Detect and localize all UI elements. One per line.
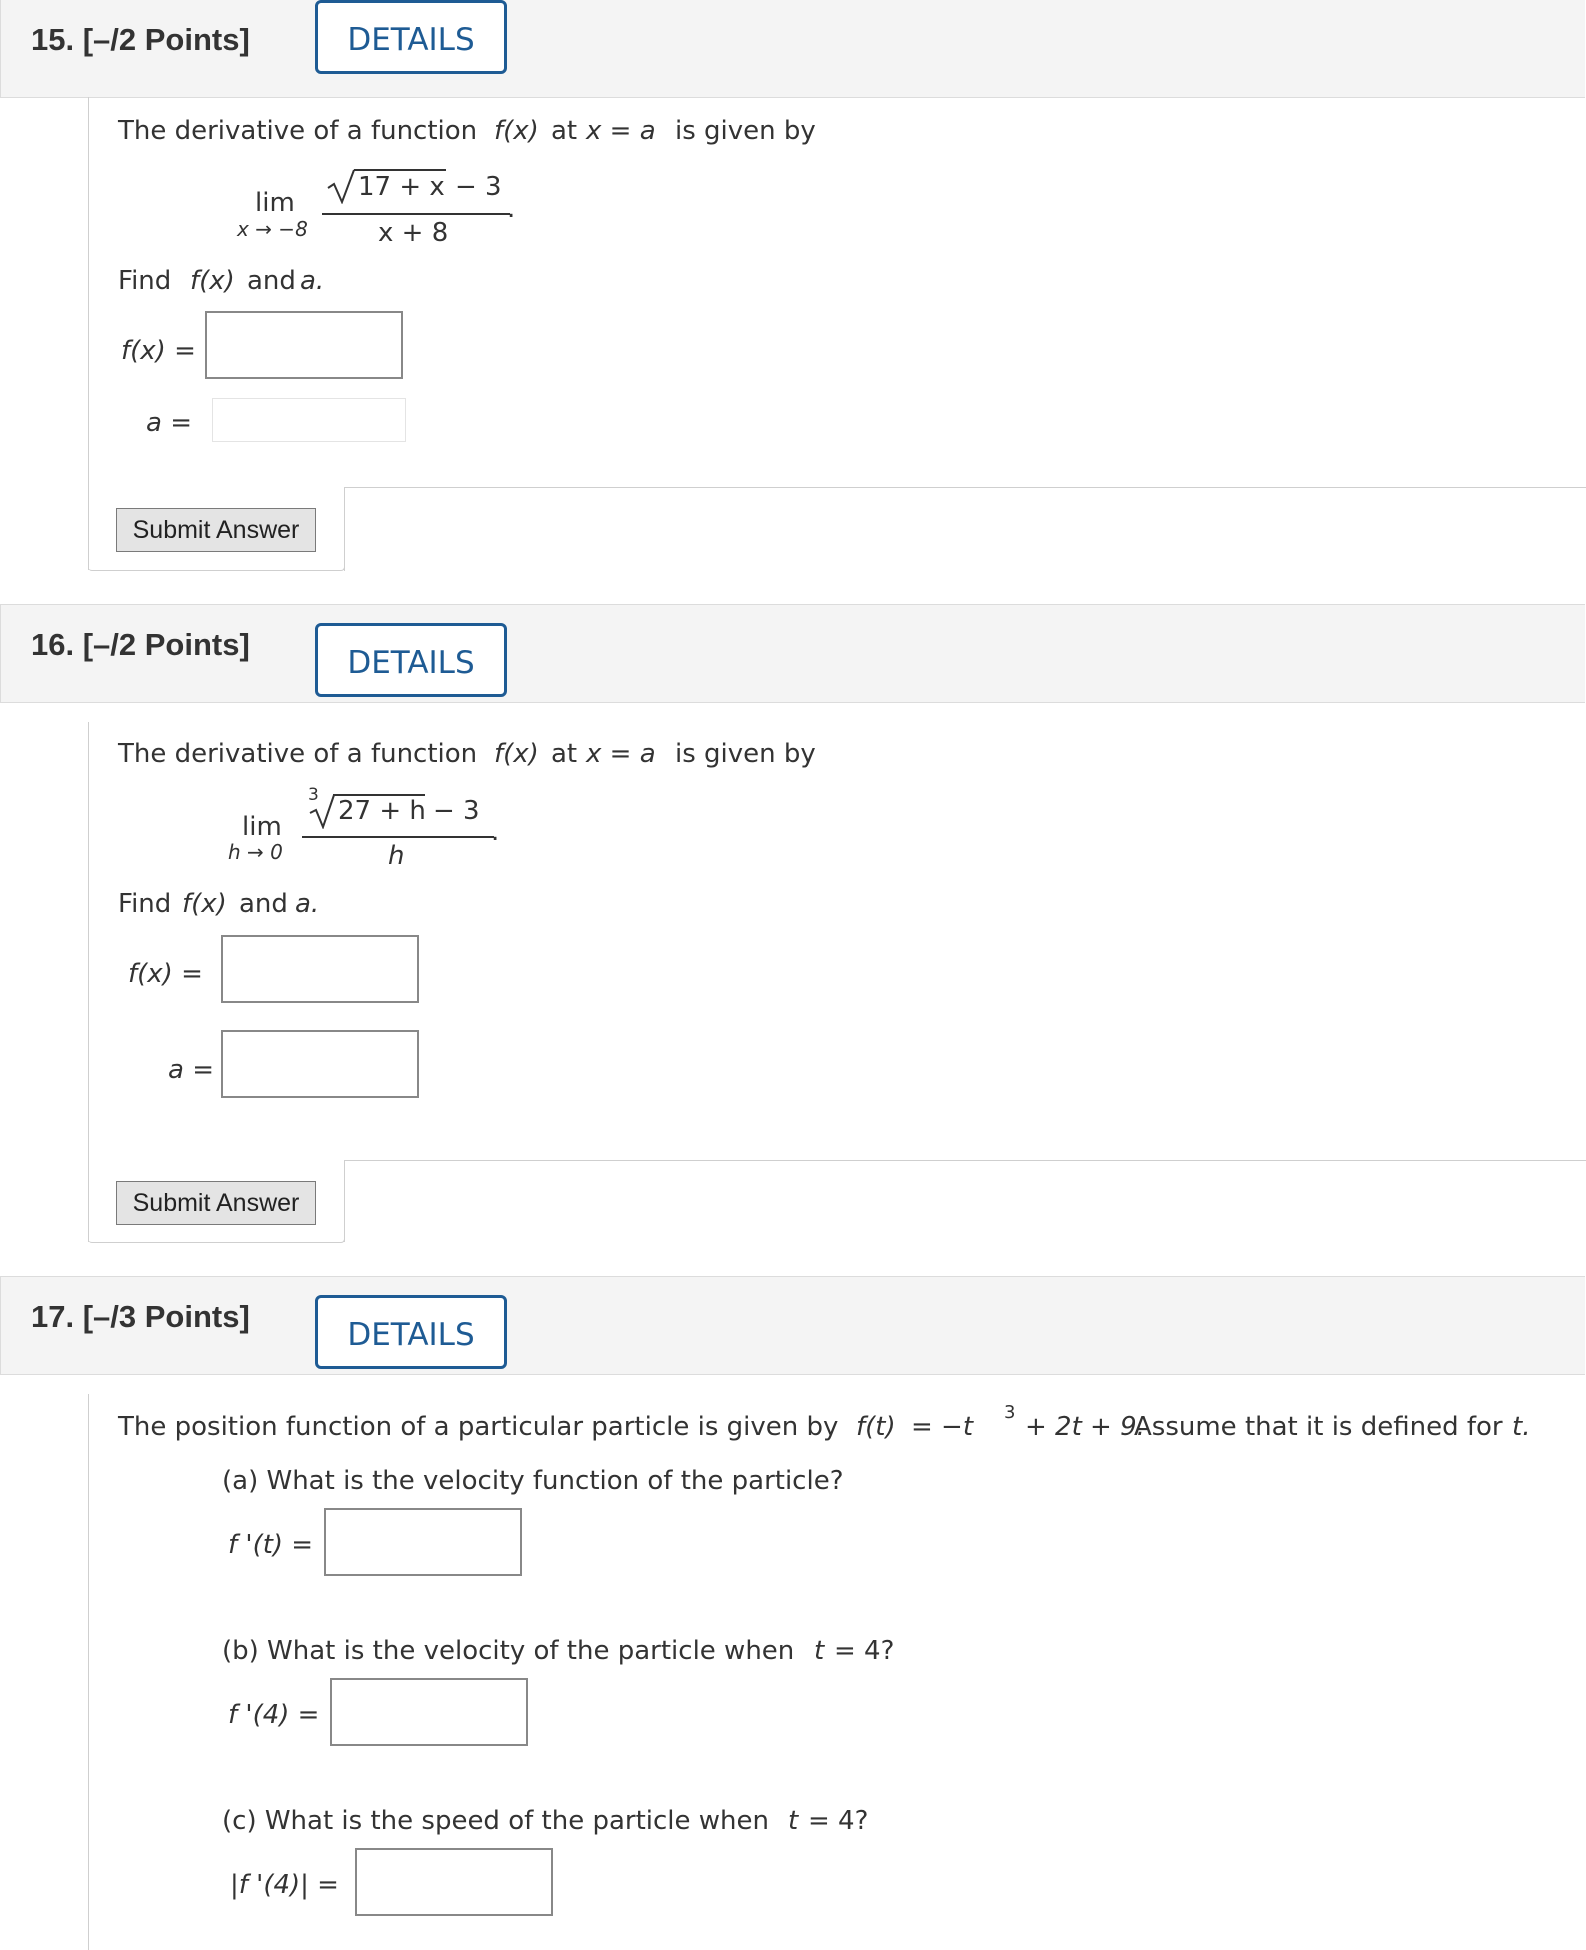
q17-intro-tail: Assume that it is defined for xyxy=(1134,1412,1503,1442)
q16-find-prefix: Find xyxy=(118,889,172,919)
q15-sqrt-icon xyxy=(326,168,356,204)
q15-a-input[interactable] xyxy=(212,398,406,442)
q15-intro-eq: x = a xyxy=(586,116,656,146)
q17-intro-text: The position function of a particular particle is given by xyxy=(118,1412,839,1442)
q17-velocity-function-input[interactable] xyxy=(324,1508,522,1576)
q16-lim: lim xyxy=(242,812,282,842)
q17-part-b-prefix: (b) What is the velocity of the particle when xyxy=(222,1636,795,1666)
q17-part-b-label: f '(4) = xyxy=(228,1700,320,1730)
q15-body-left-rule xyxy=(88,97,89,488)
q16-intro-given: is given by xyxy=(675,739,816,769)
q16-num-radicand: 27 + h xyxy=(338,796,426,826)
q17-intro-eq: = −t xyxy=(911,1412,974,1442)
q16-title: 16. [–/2 Points] xyxy=(31,627,250,662)
q15-num-rest: − 3 xyxy=(455,172,502,202)
q15-find-prefix: Find xyxy=(118,266,172,296)
q17-part-a-text: (a) What is the velocity function of the particle? xyxy=(222,1466,844,1496)
q16-details-button[interactable]: DETAILS xyxy=(315,623,507,697)
q16-root-index: 3 xyxy=(308,785,319,805)
q15-find-a: a. xyxy=(300,266,325,296)
q16-find-and: and xyxy=(239,889,288,919)
q15-header xyxy=(0,0,1585,98)
q15-intro-at: at xyxy=(551,116,578,146)
q17-intro-rest: + 2t + 9. xyxy=(1025,1412,1145,1442)
q16-cube-root-icon xyxy=(306,793,338,829)
q16-intro-text: The derivative of a function xyxy=(118,739,478,769)
q15-denominator: x + 8 xyxy=(378,218,449,248)
q17-part-b-t: t xyxy=(814,1636,825,1666)
q16-submit-button[interactable]: Submit Answer xyxy=(116,1181,316,1225)
q16-find-fx: f(x) xyxy=(182,889,227,919)
q16-fx-input[interactable] xyxy=(221,935,419,1003)
q16-num-rest: − 3 xyxy=(433,796,480,826)
q17-body-left-rule xyxy=(88,1394,89,1950)
q17-part-c-t: t xyxy=(788,1806,799,1836)
q16-intro-fx: f(x) xyxy=(494,739,539,769)
q15-find-fx: f(x) xyxy=(190,266,235,296)
q15-sqrt-bar xyxy=(354,169,446,171)
q16-find-a: a. xyxy=(295,889,320,919)
q16-lim-sub: h → 0 xyxy=(228,840,283,864)
q15-lim-sub: x → −8 xyxy=(237,217,308,241)
q15-submit-frame-left xyxy=(88,488,89,570)
q17-speed-at-4-input[interactable] xyxy=(355,1848,553,1916)
q16-fx-label: f(x) = xyxy=(128,959,203,989)
q15-fx-label: f(x) = xyxy=(121,336,196,366)
q16-body-left-rule xyxy=(88,722,89,1164)
q16-divider-corner xyxy=(344,1160,345,1242)
q15-end-punct: . xyxy=(507,194,516,224)
q17-velocity-at-4-input[interactable] xyxy=(330,1678,528,1746)
q16-divider xyxy=(344,1160,1586,1161)
q17-details-button[interactable]: DETAILS xyxy=(315,1295,507,1369)
q17-intro-exp: 3 xyxy=(1004,1402,1016,1423)
q17-intro-t: t. xyxy=(1512,1412,1531,1442)
q16-intro-at: at xyxy=(551,739,578,769)
q17-part-b-suffix: = 4? xyxy=(834,1636,895,1666)
q16-header xyxy=(0,604,1585,703)
q15-num-radicand: 17 + x xyxy=(358,172,445,202)
q15-lim: lim xyxy=(255,188,295,218)
q17-header xyxy=(0,1276,1585,1375)
q15-divider xyxy=(344,487,1586,488)
q15-fx-input[interactable] xyxy=(205,311,403,379)
q16-submit-frame-left xyxy=(88,1160,89,1242)
q15-intro-given: is given by xyxy=(675,116,816,146)
q15-divider-corner xyxy=(344,487,345,571)
q15-submit-button[interactable]: Submit Answer xyxy=(116,508,316,552)
q17-title: 17. [–/3 Points] xyxy=(31,1299,250,1334)
q17-part-c-prefix: (c) What is the speed of the particle when xyxy=(222,1806,770,1836)
q17-part-c-label: |f '(4)| = xyxy=(230,1870,339,1900)
q15-intro-text: The derivative of a function xyxy=(118,116,478,146)
q15-details-button[interactable]: DETAILS xyxy=(315,0,507,74)
q17-part-a-label: f '(t) = xyxy=(228,1530,314,1560)
q15-title: 15. [–/2 Points] xyxy=(31,22,250,57)
q15-a-label: a = xyxy=(146,408,192,438)
q15-find-and: and xyxy=(247,266,296,296)
q15-intro-fx: f(x) xyxy=(494,116,539,146)
q16-denominator: h xyxy=(388,841,405,871)
q16-fraction-bar xyxy=(302,836,494,838)
q15-fraction-bar xyxy=(322,213,510,215)
q16-end-punct: . xyxy=(491,817,500,847)
q17-intro-func: f(t) xyxy=(856,1412,896,1442)
q17-part-c-suffix: = 4? xyxy=(808,1806,869,1836)
q16-a-input[interactable] xyxy=(221,1030,419,1098)
q16-a-label: a = xyxy=(168,1055,214,1085)
q16-intro-eq: x = a xyxy=(586,739,656,769)
